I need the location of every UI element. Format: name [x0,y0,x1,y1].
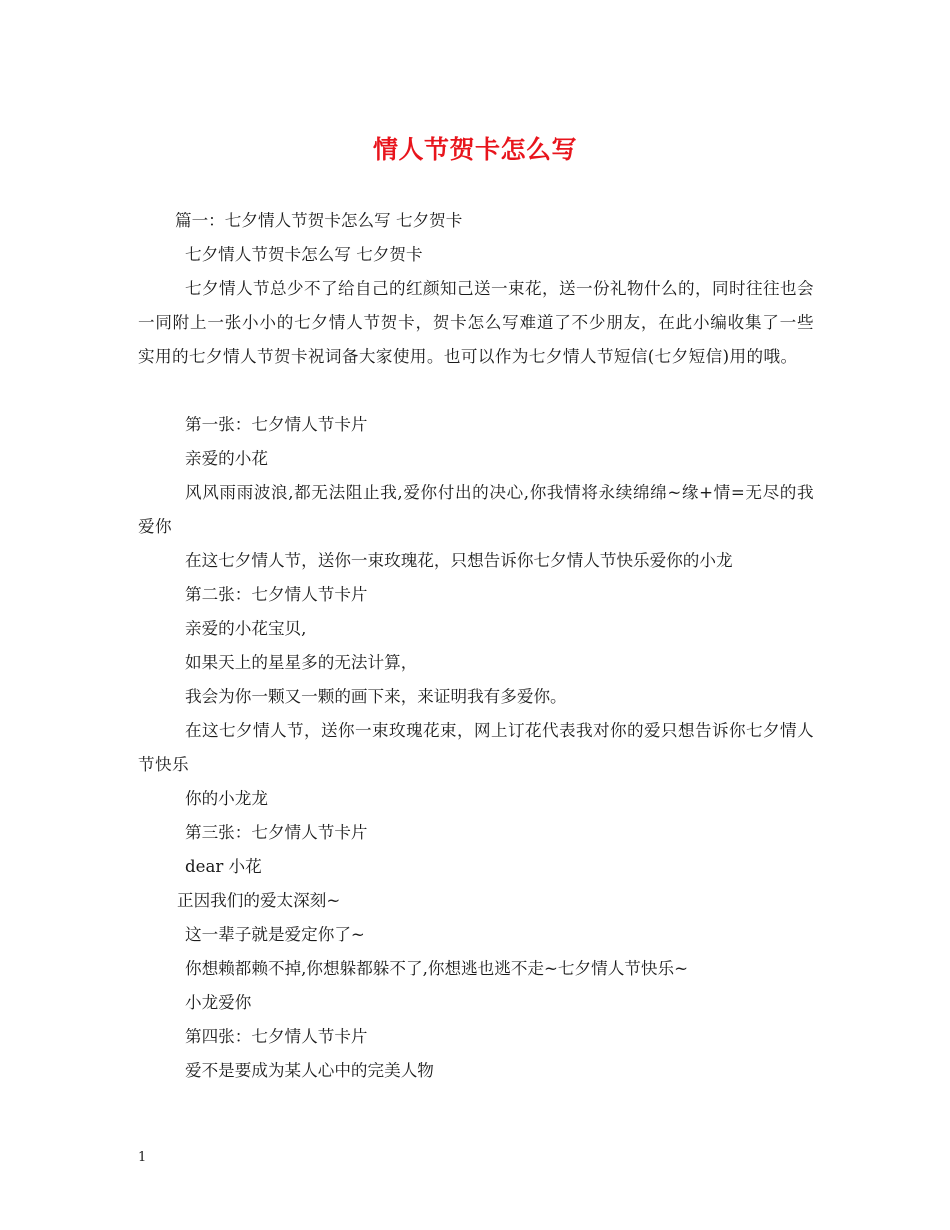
paragraph: 亲爱的小花宝贝, [185,619,307,638]
document-title: 情人节贺卡怎么写 [372,135,577,164]
card-heading-1: 第一张：七夕情人节卡片 [185,415,368,434]
paragraph: 小龙爱你 [185,993,252,1012]
paragraph: 我会为你一颗又一颗的画下来，来证明我有多爱你。 [185,687,567,706]
paragraph: 风风雨雨波浪,都无法阻止我,爱你付出的决心,你我情将永续绵绵~缘+情=无尽的我爱你 [138,483,814,536]
paragraph: 爱不是要成为某人心中的完美人物 [185,1061,434,1080]
page-number: 1 [138,1150,147,1165]
paragraph: 亲爱的小花 [185,449,268,468]
paragraph: dear 小花 [185,857,262,876]
paragraph: 你的小龙龙 [185,789,268,808]
intro-paragraph: 七夕情人节总少不了给自己的红颜知己送一束花，送一份礼物什么的，同时往往也会一同附上一张小小的七夕情人节贺卡，贺卡怎么写难道了不少朋友，在此小编收集了一些实用的七夕情人节贺卡祝词备大家使用。也可以作为七夕情人节短信(七夕短信)用的哦。 [138,279,814,366]
sub-heading: 七夕情人节贺卡怎么写 七夕贺卡 [185,245,423,264]
paragraph: 这一辈子就是爱定你了~ [185,925,365,944]
paragraph: 如果天上的星星多的无法计算， [185,653,418,672]
paragraph: 在这七夕情人节，送你一束玫瑰花，只想告诉你七夕情人节快乐爱你的小龙 [185,551,733,570]
card-heading-2: 第二张：七夕情人节卡片 [185,585,368,604]
paragraph: 你想赖都赖不掉,你想躲都躲不了,你想逃也逃不走~七夕情人节快乐~ [185,959,688,978]
section-heading: 篇一：七夕情人节贺卡怎么写 七夕贺卡 [175,211,463,230]
card-heading-4: 第四张：七夕情人节卡片 [185,1027,368,1046]
paragraph: 正因我们的爱太深刻~ [177,891,341,910]
paragraph: 在这七夕情人节，送你一束玫瑰花束，网上订花代表我对你的爱只想告诉你七夕情人节快乐 [138,721,814,774]
document-body [138,204,814,1088]
card-heading-3: 第三张：七夕情人节卡片 [185,823,368,842]
